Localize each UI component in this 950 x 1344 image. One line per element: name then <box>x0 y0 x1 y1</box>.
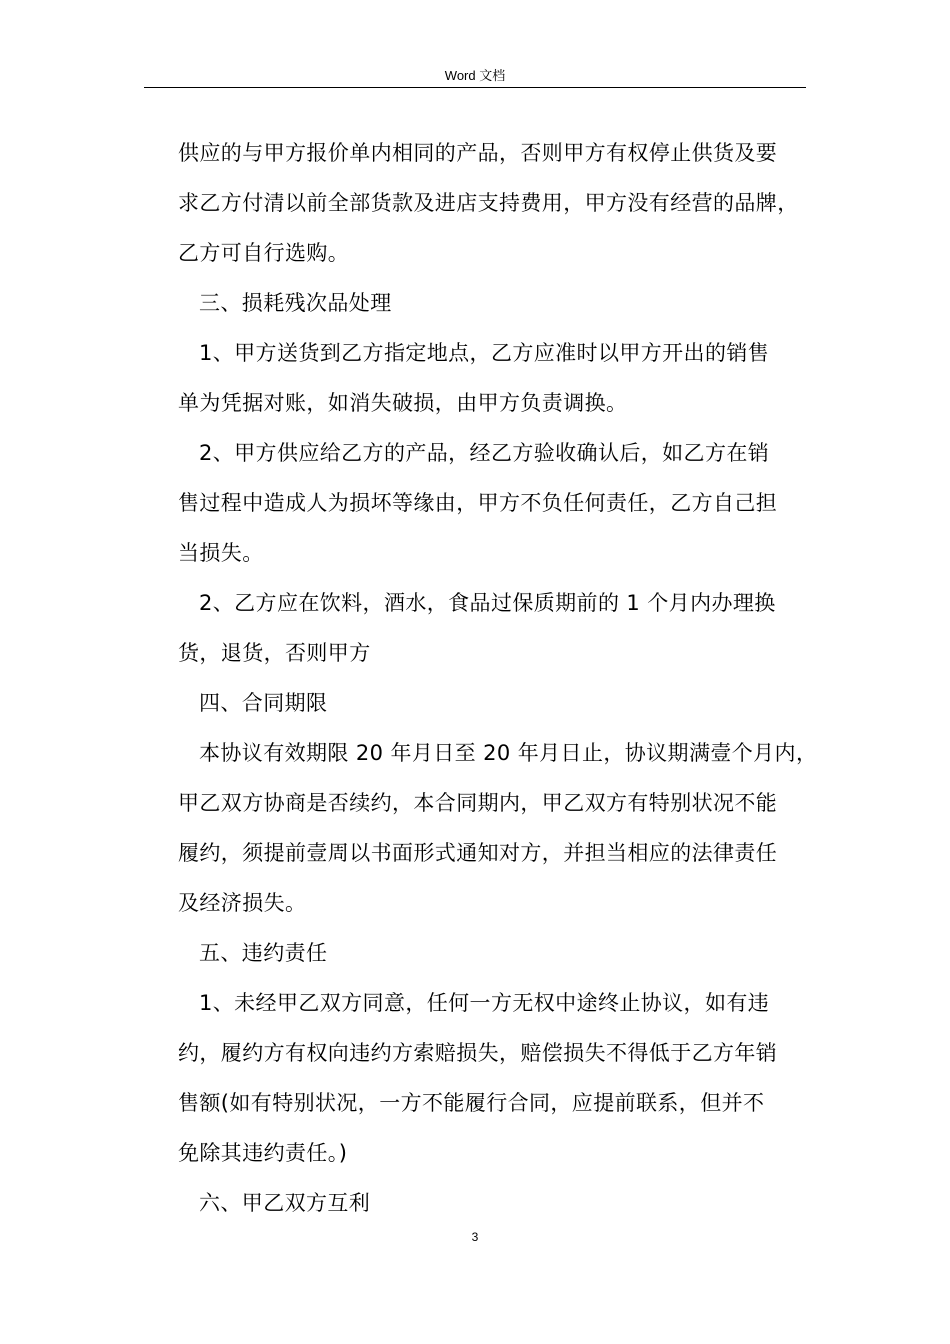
section-heading: 五、违约责任 <box>199 941 328 965</box>
body-line: 售额(如有特别状况，一方不能履行合同，应提前联系，但并不 <box>178 1091 765 1115</box>
section-heading: 六、甲乙双方互利 <box>199 1191 371 1215</box>
body-line: 2、乙方应在饮料，酒水，食品过保质期前的 1 个月内办理换 <box>199 591 776 615</box>
header-divider <box>144 87 806 88</box>
body-line: 售过程中造成人为损坏等缘由，甲方不负任何责任，乙方自己担 <box>178 491 778 515</box>
body-line: 及经济损失。 <box>178 891 307 915</box>
section-heading: 三、损耗残次品处理 <box>199 291 392 315</box>
body-line: 2、甲方供应给乙方的产品，经乙方验收确认后，如乙方在销 <box>199 441 770 465</box>
body-line: 货，退货，否则甲方 <box>178 641 371 665</box>
body-line: 当损失。 <box>178 541 264 565</box>
body-line: 1、未经甲乙双方同意，任何一方无权中途终止协议，如有违 <box>199 991 770 1015</box>
body-line: 乙方可自行选购。 <box>178 241 350 265</box>
header-title: Word 文档 <box>444 68 506 83</box>
section-heading: 四、合同期限 <box>199 691 328 715</box>
body-line: 约，履约方有权向违约方索赔损失，赔偿损失不得低于乙方年销 <box>178 1041 778 1065</box>
body-line: 免除其违约责任。) <box>178 1141 348 1165</box>
page-number: 3 <box>471 1230 479 1244</box>
body-line: 履约，须提前壹周以书面形式通知对方，并担当相应的法律责任 <box>178 841 778 865</box>
body-line: 甲乙双方协商是否续约，本合同期内，甲乙双方有特别状况不能 <box>178 791 778 815</box>
document-body <box>178 128 818 1228</box>
body-line: 供应的与甲方报价单内相同的产品，否则甲方有权停止供货及要 <box>178 141 778 165</box>
body-line: 本协议有效期限 20 年月日至 20 年月日止，协议期满壹个月内， <box>199 741 818 765</box>
body-line: 单为凭据对账，如消失破损，由甲方负责调换。 <box>178 391 628 415</box>
body-line: 求乙方付清以前全部货款及进店支持费用，甲方没有经营的品牌， <box>178 191 799 215</box>
body-line: 1、甲方送货到乙方指定地点，乙方应准时以甲方开出的销售 <box>199 341 770 365</box>
